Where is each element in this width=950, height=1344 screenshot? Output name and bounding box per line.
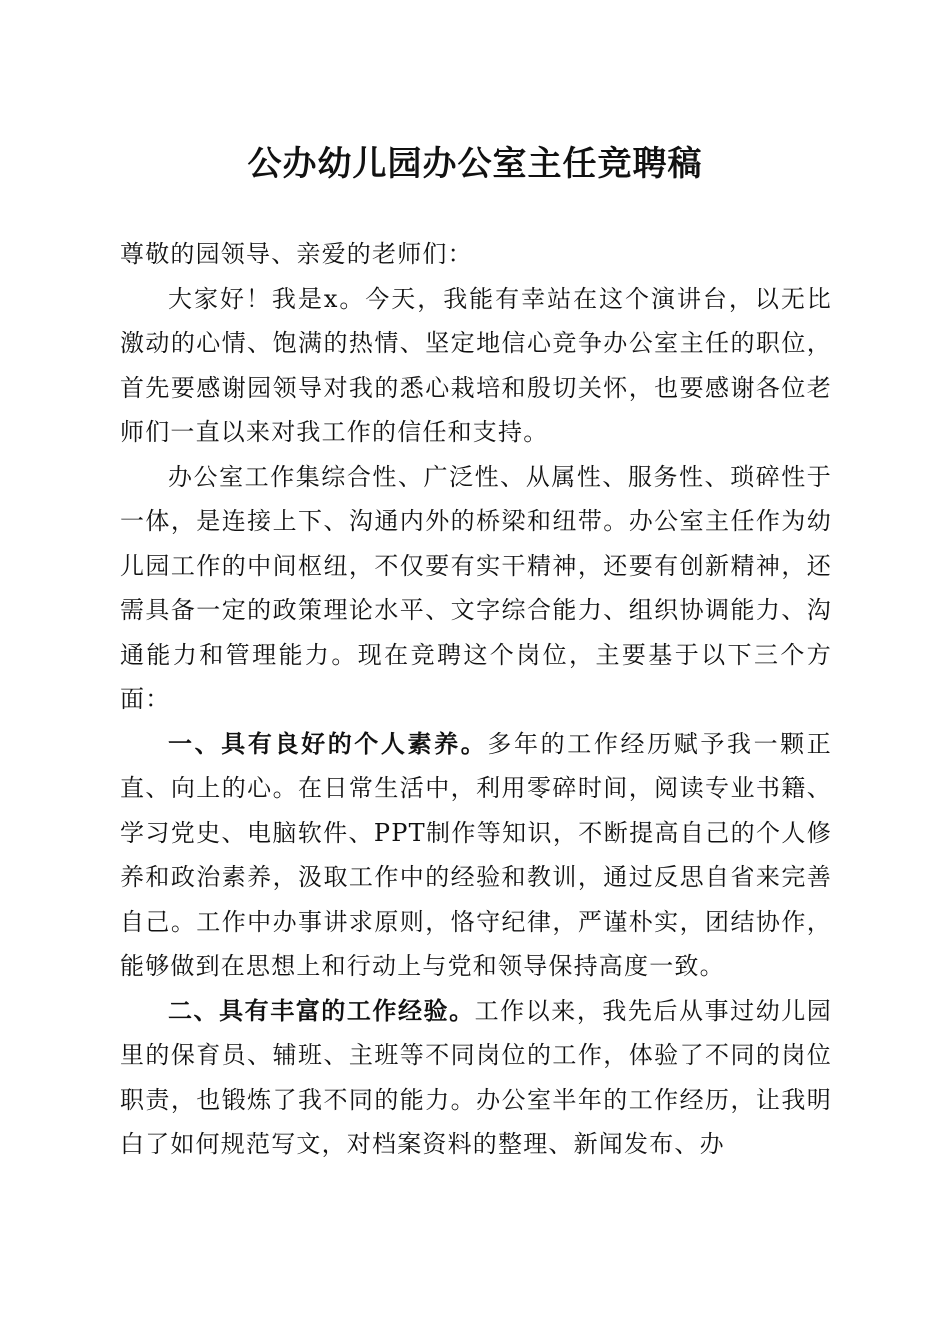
paragraph-text: 工作以来，我先后从事过幼儿园里的保育员、辅班、主班等不同岗位的工作，体验了不同的岗位职责，也锻炼了我不同的能力。办公室半年的工作经历，让我明白了如何规范写文，对档案资料的整理、新闻发布、办 <box>120 996 832 1158</box>
paragraph-office-overview <box>120 455 832 722</box>
paragraph-text: 办公室工作集综合性、广泛性、从属性、服务性、琐碎性于一体，是连接上下、沟通内外的桥梁和纽带。办公室主任作为幼儿园工作的中间枢纽，不仅要有实干精神，还要有创新精神，还需具备一定的政策理论水平、文字综合能力、组织协调能力、沟通能力和管理能力。现在竞聘这个岗位，主要基于以下三个方面： <box>120 462 832 713</box>
paragraph-work-experience <box>120 989 832 1167</box>
salutation: 尊敬的园领导、亲爱的老师们： <box>120 240 473 268</box>
paragraph-text: 多年的工作经历赋予我一颗正直、向上的心。在日常生活中，利用零碎时间，阅读专业书籍、学习党史、电脑软件、PPT制作等知识，不断提高自己的个人修养和政治素养，汲取工作中的经验和教训，通过反思自省来完善自己。工作中办事讲求原则，恪守纪律，严谨朴实，团结协作，能够做到在思想上和行动上与党和领导保持高度一致。 <box>120 729 832 980</box>
paragraph-personal-quality <box>120 722 832 989</box>
document-body <box>120 232 832 1167</box>
section-heading: 二、具有丰富的工作经验。 <box>168 995 475 1025</box>
paragraph-text: 大家好！我是x。今天，我能有幸站在这个演讲台，以无比激动的心情、饱满的热情、坚定地信心竞争办公室主任的职位，首先要感谢园领导对我的悉心栽培和殷切关怀，也要感谢各位老师们一直以来对我工作的信任和支持。 <box>120 284 832 446</box>
paragraph-greeting <box>120 277 832 455</box>
section-heading: 一、具有良好的个人素养。 <box>168 728 488 758</box>
document-title: 公办幼儿园办公室主任竞聘稿 <box>247 144 703 184</box>
